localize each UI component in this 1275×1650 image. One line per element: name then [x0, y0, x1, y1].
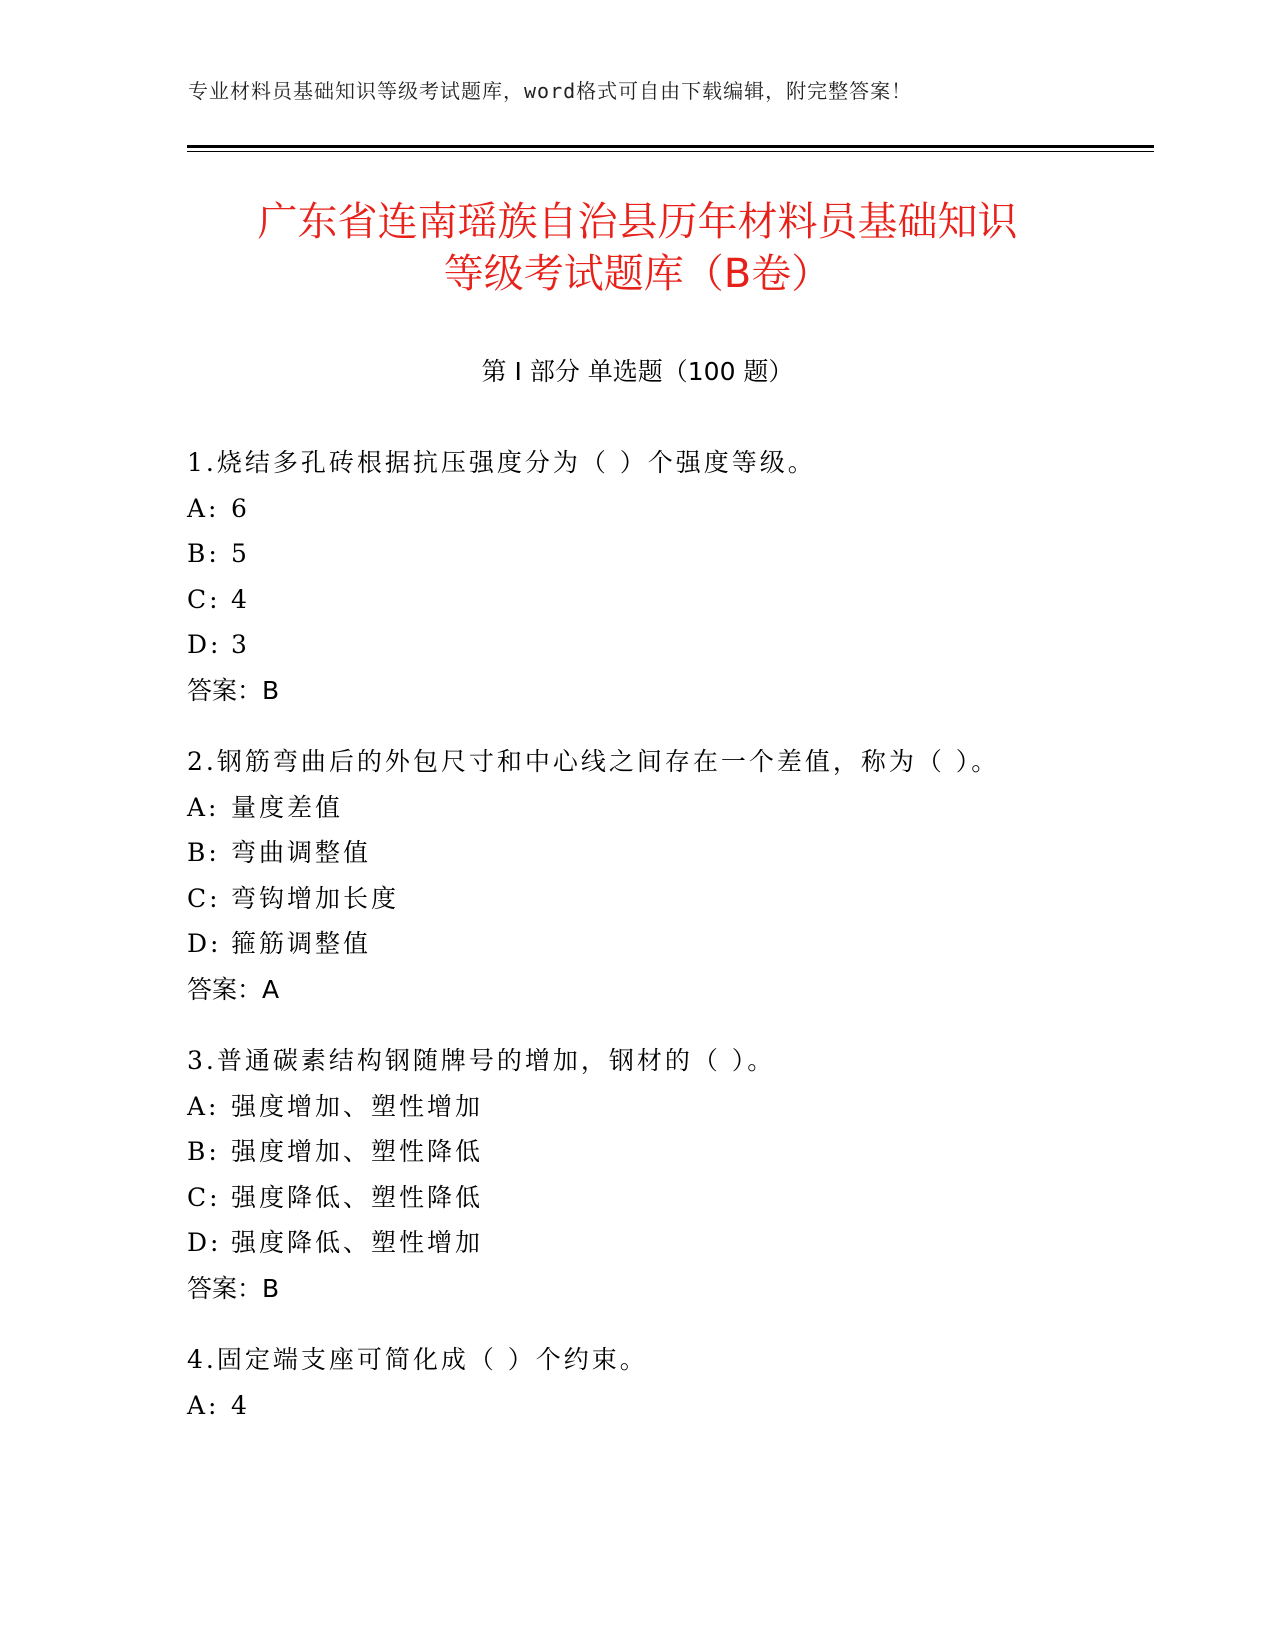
option-text: 强度降低、塑性降低	[231, 1182, 484, 1212]
option-text: 强度降低、塑性增加	[231, 1228, 484, 1257]
option-c	[187, 1175, 1137, 1221]
option-text: 4	[231, 1390, 250, 1420]
header-rule-thin	[187, 151, 1154, 152]
question-stem: 2.钢筋弯曲后的外包尺寸和中心线之间存在一个差值，称为（ ）。	[187, 747, 1000, 776]
option-c	[187, 876, 1137, 922]
question-list	[187, 440, 1137, 1454]
option-letter: D:	[187, 1228, 222, 1257]
option-letter: C:	[187, 883, 221, 913]
option-letter: A:	[187, 792, 220, 822]
question-stem: 1.烧结多孔砖根据抗压强度分为（ ）个强度等级。	[187, 448, 816, 477]
option-letter: A:	[187, 1390, 220, 1420]
header-rule-thick	[187, 145, 1154, 148]
question-2	[187, 739, 1137, 1012]
option-text: 6	[231, 493, 250, 523]
option-d	[187, 622, 1137, 668]
option-text: 箍筋调整值	[231, 929, 372, 958]
option-letter: C:	[187, 1182, 221, 1212]
option-letter: A:	[187, 1091, 220, 1121]
option-d	[187, 921, 1137, 967]
question-answer: 答案：B	[187, 1273, 280, 1303]
page-header-note: 专业材料员基础知识等级考试题库，word格式可自由下载编辑，附完整答案！	[188, 79, 913, 103]
option-letter: C:	[187, 584, 221, 614]
option-text: 弯钩增加长度	[231, 883, 400, 913]
option-letter: B:	[187, 838, 220, 867]
option-letter: B:	[187, 1137, 220, 1166]
question-stem: 4.固定端支座可简化成（ ）个约束。	[187, 1345, 648, 1374]
option-c	[187, 577, 1137, 623]
option-text: 5	[231, 539, 250, 568]
option-text: 4	[231, 584, 250, 614]
question-answer: 答案：A	[187, 974, 280, 1004]
option-letter: D:	[187, 630, 222, 659]
option-text: 弯曲调整值	[231, 838, 372, 867]
option-a	[187, 785, 1137, 831]
option-text: 强度增加、塑性降低	[231, 1137, 484, 1166]
option-a	[187, 1383, 1137, 1429]
option-a	[187, 1084, 1137, 1130]
document-title-line-2: 等级考试题库（B卷）	[443, 251, 832, 297]
option-b	[187, 830, 1137, 876]
option-text: 量度差值	[231, 792, 344, 822]
option-letter: B:	[187, 539, 220, 568]
option-a	[187, 486, 1137, 532]
option-b	[187, 1129, 1137, 1175]
section-title: 第 I 部分 单选题（100 题）	[481, 357, 794, 386]
question-answer: 答案：B	[187, 675, 280, 705]
option-d	[187, 1220, 1137, 1266]
question-1	[187, 440, 1137, 713]
option-text: 3	[231, 630, 250, 659]
option-b	[187, 531, 1137, 577]
option-letter: D:	[187, 929, 222, 958]
question-4	[187, 1337, 1137, 1428]
document-title-line-1: 广东省连南瑶族自治县历年材料员基础知识	[257, 199, 1018, 245]
question-3	[187, 1038, 1137, 1311]
option-letter: A:	[187, 493, 220, 523]
document-title	[150, 196, 1125, 300]
option-text: 强度增加、塑性增加	[231, 1091, 484, 1121]
question-stem: 3.普通碳素结构钢随牌号的增加，钢材的（ ）。	[187, 1046, 776, 1075]
